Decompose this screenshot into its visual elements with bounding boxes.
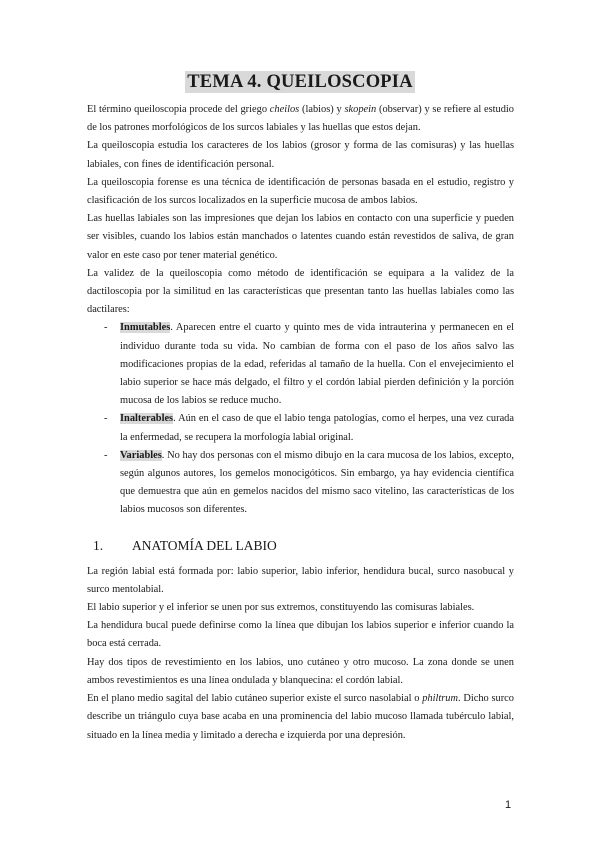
section-paragraph: La hendidura bucal puede definirse como la línea que dibujan los labios superior e inferior cuando la boca está cerrada. <box>87 620 514 650</box>
list-item: - Inalterables. Aún en el caso de que el labio tenga patologías, como el herpes, una vez curada la enfermedad, se recupera la morfología labial original. <box>87 410 514 446</box>
section-title: ANATOMÍA DEL LABIO <box>132 537 277 553</box>
intro-paragraph: La queiloscopia estudia los caracteres de los labios (grosor y forma de las comisuras) y las huellas labiales, con fines de identificación personal. <box>87 140 514 170</box>
term-inalterables: Inalterables <box>120 413 174 425</box>
intro-paragraph: Las huellas labiales son las impresiones que dejan los labios en contacto con una superficie y pueden ser visibles, cuando los labios están manchados o latentes cuando están revestidos de saliva, de gran valor en este caso por tener material genético. <box>87 213 514 261</box>
section-paragraph: Hay dos tipos de revestimiento en los labios, uno cutáneo y otro mucoso. La zona donde se unen ambos revestimientos es una línea ondulada y blanquecina: el cordón labial. <box>87 656 514 686</box>
section-paragraph: El labio superior y el inferior se unen por sus extremos, constituyendo las comisuras labiales. <box>87 602 475 614</box>
intro-paragraph: El término queiloscopia procede del griego cheilos (labios) y skopein (observar) y se refiere al estudio de los patrones morfológicos de los surcos labiales y las huellas que estos dejan. <box>87 104 515 134</box>
document-title: TEMA 4. QUEILOSCOPIA <box>187 72 413 92</box>
section-paragraph: La región labial está formada por: labio superior, labio inferior, hendidura bucal, surco nasobucal y surco mentolabial. <box>87 565 514 595</box>
list-item: - Variables. No hay dos personas con el mismo dibujo en la cara mucosa de los labios, excepto, según algunos autores, los gemelos monocigóticos. Sin embargo, ya hay evidencia científica que demuestra que aún en gemelos nacidos del mismo saco vitelino, las características de los labios mucosos son diferentes. <box>87 447 514 520</box>
intro-paragraph: La queiloscopia forense es una técnica de identificación de personas basada en el estudio, registro y clasificación de los surcos localizados en la superficie mucosa de ambos labios. <box>87 176 514 207</box>
intro-paragraph: La validez de la queiloscopia como método de identificación se equipara a la validez de la dactiloscopia por la similitud en las características que presentan tanto las huellas labiales como las dactilares: <box>87 267 514 316</box>
characteristics-list <box>87 319 514 519</box>
section-number: 1. <box>93 537 104 553</box>
dash-bullet: - <box>104 413 108 425</box>
section-heading <box>87 537 514 555</box>
term-inmutables: Inmutables <box>120 322 171 334</box>
list-item: - Inmutables. Aparecen entre el cuarto y quinto mes de vida intrauterina y permanecen en el individuo durante toda su vida. No cambian de forma con el paso de los años salvo las modificaciones propias de la edad, referidas al tamaño de la huella. Con el envejecimiento el labio superior se hace más delgado, el filtro y el cordón labial pierden definición y la porción mucosa de los labios se reduce mucho. <box>87 319 514 410</box>
dash-bullet: - <box>104 449 108 461</box>
page-number: 1 <box>505 799 512 811</box>
term-variables: Variables <box>120 449 162 461</box>
section-paragraph: En el plano medio sagital del labio cutáneo superior existe el surco nasolabial o philtrum. Dicho surco describe un triángulo cuya base acaba en una prominencia del labio mucoso llamada tubérculo labial, situado en la línea media y limitado a derecha e izquierda por una depresión. <box>87 693 514 741</box>
document-body <box>87 101 514 745</box>
dash-bullet: - <box>104 322 108 334</box>
